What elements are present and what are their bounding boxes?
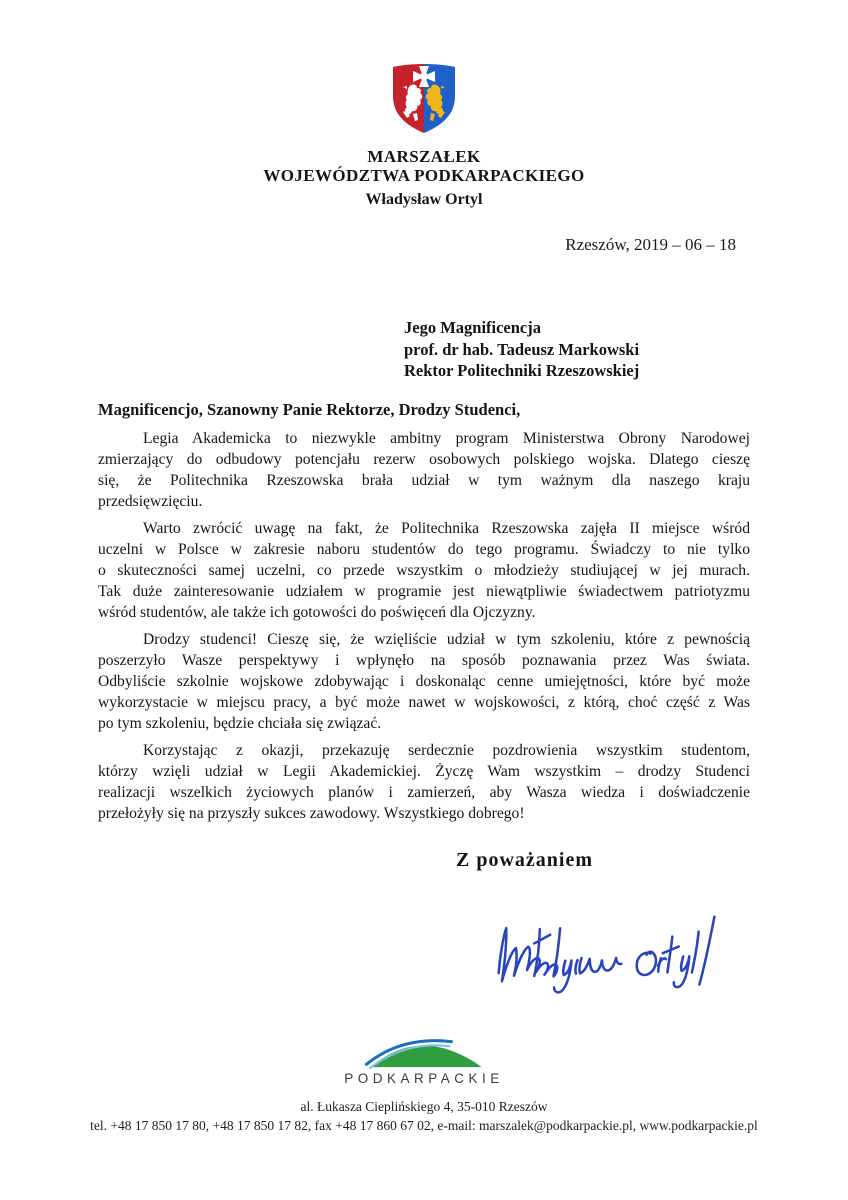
paragraph [98, 740, 750, 824]
letterhead [0, 62, 848, 209]
body-line: zmierzający do odbudowy potencjału rezerw osobowych polskiego wojska. Dlatego cieszę [98, 451, 750, 468]
paragraph [98, 428, 750, 512]
footer-address: al. Łukasza Cieplińskiego 4, 35-010 Rzeszów [300, 1099, 548, 1114]
body-line: Korzystając z okazji, przekazuję serdecznie pozdrowienia wszystkim studentom, [143, 742, 750, 759]
body-line: poszerzyło Wasze perspektywy i wpłynęło na sposób poznawania przez Was świata. [98, 652, 750, 669]
footer [0, 1097, 848, 1135]
body-line: Legia Akademicka to niezwykle ambitny program Ministerstwa Obrony Narodowej [143, 430, 750, 447]
dateline: Rzeszów, 2019 – 06 – 18 [565, 235, 736, 254]
body-line: Odbyliście szkolnie wojskowe zdobywając i doskonaląc cenne umiejętności, które być może [98, 673, 750, 690]
body-line: Tak duże zainteresowanie udziałem w programie jest niewątpliwie świadectwem patriotyzmu [98, 583, 750, 600]
letterhead-title-line1: MARSZAŁEK [367, 147, 481, 166]
paragraph [98, 629, 750, 734]
letter-body [98, 428, 750, 830]
body-line: realizacji wszelkich życiowych planów i zamierzeń, aby Wasza wiedza i doświadczenie [98, 784, 750, 801]
body-line: uczelni w Polsce w zakresie naboru studentów do tego programu. Świadczy to nie tylko [98, 541, 750, 558]
recipient-line3: Rektor Politechniki Rzeszowskiej [404, 361, 640, 380]
closing-phrase: Z poważaniem [456, 849, 593, 871]
body-line: się, że Politechnika Rzeszowska brała udział w tym ważnym dla naszego kraju [98, 472, 750, 489]
recipient-line2: prof. dr hab. Tadeusz Markowski [404, 339, 640, 359]
letterhead-title [0, 147, 848, 185]
salutation: Magnificencjo, Szanowny Panie Rektorze, Drodzy Studenci, [98, 400, 521, 419]
recipient-block [404, 317, 639, 382]
recipient-line1: Jego Magnificencja [404, 318, 542, 337]
body-line: Drodzy studenci! Cieszę się, że wzięliście udział w tym szkoleniu, które z pewnością [143, 631, 750, 648]
body-line: wśród studentów, ale także ich gotowości do poświęceń dla Ojczyzny. [98, 604, 536, 621]
paragraph [98, 518, 750, 623]
body-line: którzy wzięli udział w Legii Akademickiej. Życzę Wam wszystkim – drodzy Studenci [98, 763, 750, 780]
signature-handwriting [489, 910, 736, 1004]
letterhead-title-line2: WOJEWÓDZTWA PODKARPACKIEGO [263, 166, 585, 185]
logo-wordmark: PODKARPACKIE [344, 1071, 504, 1086]
footer-contacts: tel. +48 17 850 17 80, +48 17 850 17 82, fax +48 17 860 67 02, e-mail: marszalek@podkarpackie.pl, www.podkarpackie.pl [90, 1118, 758, 1133]
body-line: wykorzystacie w miejscu pracy, a być może nawet w wojskowości, z którą, choć część z Was [98, 694, 750, 711]
body-line: przełożyły się na przyszły sukces zawodowy. Wszystkiego dobrego! [98, 805, 525, 822]
body-line: po tym szkoleniu, będzie chciała się związać. [98, 715, 382, 732]
podkarpackie-coat-of-arms-icon [389, 62, 459, 136]
body-line: Warto zwrócić uwagę na fakt, że Politechnika Rzeszowska zajęła II miejsce wśród [143, 520, 750, 537]
body-line: przedsięwzięciu. [98, 493, 203, 510]
body-line: o skuteczności samej uczelni, co przede wszystkim o młodzieży studiującej w jej murach. [98, 562, 750, 579]
letterhead-official-name: Władysław Ortyl [365, 191, 483, 208]
podkarpackie-logo [0, 1036, 848, 1086]
podkarpackie-logo-icon [360, 1036, 488, 1070]
